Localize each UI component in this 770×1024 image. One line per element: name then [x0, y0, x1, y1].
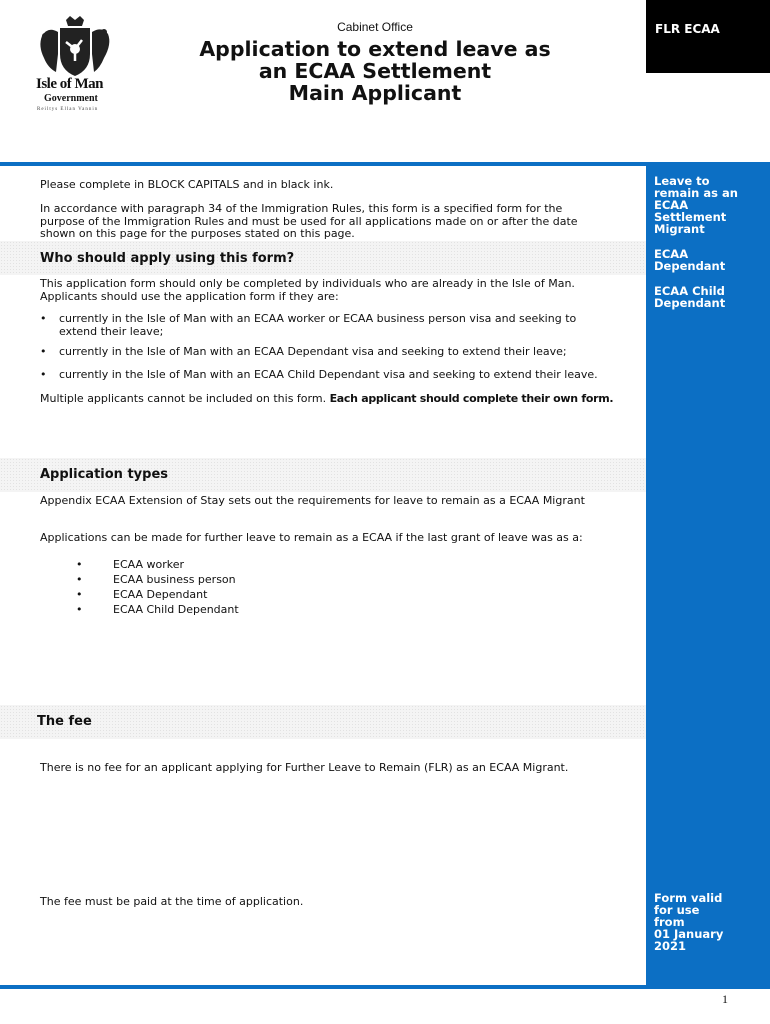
validity-line: for use	[654, 903, 700, 917]
form-code: FLR ECAA	[655, 22, 720, 36]
fee-none: There is no fee for an applicant applying for Further Leave to Remain (FLR) as an ECAA Migrant.	[40, 761, 569, 774]
title-line: Application to extend leave as	[199, 37, 551, 61]
paragraph-line: In accordance with paragraph 34 of the Immigration Rules, this form is a specified form for the	[40, 202, 563, 215]
who-intro	[40, 278, 630, 303]
bullet-dot: •	[40, 345, 47, 358]
logo-subtitle: Government	[44, 93, 98, 104]
note-emphasis: Each applicant should complete their own form.	[329, 392, 614, 405]
list-item: currently in the Isle of Man with an ECAA Child Dependant visa and seeking to extend their leave.	[59, 368, 598, 381]
sidebar	[646, 166, 770, 985]
list-item: ECAA business person	[113, 573, 236, 586]
validity-line: from	[654, 915, 685, 929]
sidebar-item-child-dependant	[654, 285, 725, 309]
section-heading-fee: The fee	[37, 714, 92, 729]
list-item: currently in the Isle of Man with an ECAA Dependant visa and seeking to extend their leave;	[59, 345, 567, 358]
bullet-dot: •	[40, 368, 47, 381]
section-heading-who: Who should apply using this form?	[40, 251, 295, 266]
fee-payment-time: The fee must be paid at the time of application.	[40, 895, 304, 908]
paragraph-line: Applicants should use the application form if they are:	[40, 289, 339, 303]
sidebar-line: ECAA	[654, 198, 689, 212]
title-line: Main Applicant	[288, 81, 462, 105]
title-line: an ECAA Settlement	[258, 59, 492, 83]
department-name: Cabinet Office	[337, 20, 413, 34]
sidebar-line: ECAA	[654, 247, 689, 261]
list-item	[59, 313, 649, 338]
types-appendix: Appendix ECAA Extension of Stay sets out the requirements for leave to remain as a ECAA Migrant	[40, 494, 585, 507]
section-band-fee	[0, 705, 646, 739]
logo-title: Isle of Man	[36, 76, 103, 92]
page-number: 1	[722, 992, 728, 1006]
paragraph-line: shown on this page for the purposes stated on this page.	[40, 227, 355, 240]
bullet-dot: •	[76, 573, 83, 586]
bullet-dot: •	[76, 558, 83, 571]
sidebar-line: Leave to	[654, 174, 710, 188]
logo-motto: Reiltys Ellan Vannin	[37, 107, 99, 112]
sidebar-item-dependant	[654, 248, 725, 272]
sidebar-line: Dependant	[654, 259, 726, 273]
validity-line: Form valid	[654, 891, 723, 905]
sidebar-line: Migrant	[654, 222, 705, 236]
bullet-dot: •	[76, 588, 83, 601]
sidebar-item-settlement-migrant	[654, 175, 738, 235]
list-item: ECAA Dependant	[113, 588, 208, 601]
sidebar-line: Settlement	[654, 210, 727, 224]
intro-block-capitals: Please complete in BLOCK CAPITALS and in black ink.	[40, 178, 334, 191]
bullet-dot: •	[76, 603, 83, 616]
types-further-leave: Applications can be made for further leave to remain as a ECAA if the last grant of leave was as a:	[40, 531, 583, 544]
multiple-applicants-note	[40, 393, 640, 406]
note-text: Multiple applicants cannot be included on this form.	[40, 392, 330, 405]
bullet-dot: •	[40, 312, 47, 325]
list-item: ECAA worker	[113, 558, 185, 571]
intro-specified-form	[40, 203, 630, 241]
list-item-line: extend their leave;	[59, 324, 164, 338]
form-validity	[654, 892, 723, 952]
sidebar-line: remain as an	[654, 186, 738, 200]
section-heading-types: Application types	[40, 467, 168, 482]
validity-line: 01 January	[654, 927, 724, 941]
form-code-box	[646, 0, 770, 73]
paragraph-line: purpose of the Immigration Rules and must be used for all applications made on or after the date	[40, 214, 578, 228]
bottom-divider	[0, 985, 770, 989]
validity-line: 2021	[654, 939, 687, 953]
sidebar-line: Dependant	[654, 296, 726, 310]
page-title	[180, 38, 570, 104]
paragraph-line: This application form should only be completed by individuals who are already in the Isle of Man.	[40, 277, 575, 290]
list-item-line: currently in the Isle of Man with an ECAA worker or ECAA business person visa and seeking to	[59, 312, 577, 325]
sidebar-line: ECAA Child	[654, 284, 725, 298]
list-item: ECAA Child Dependant	[113, 603, 239, 616]
